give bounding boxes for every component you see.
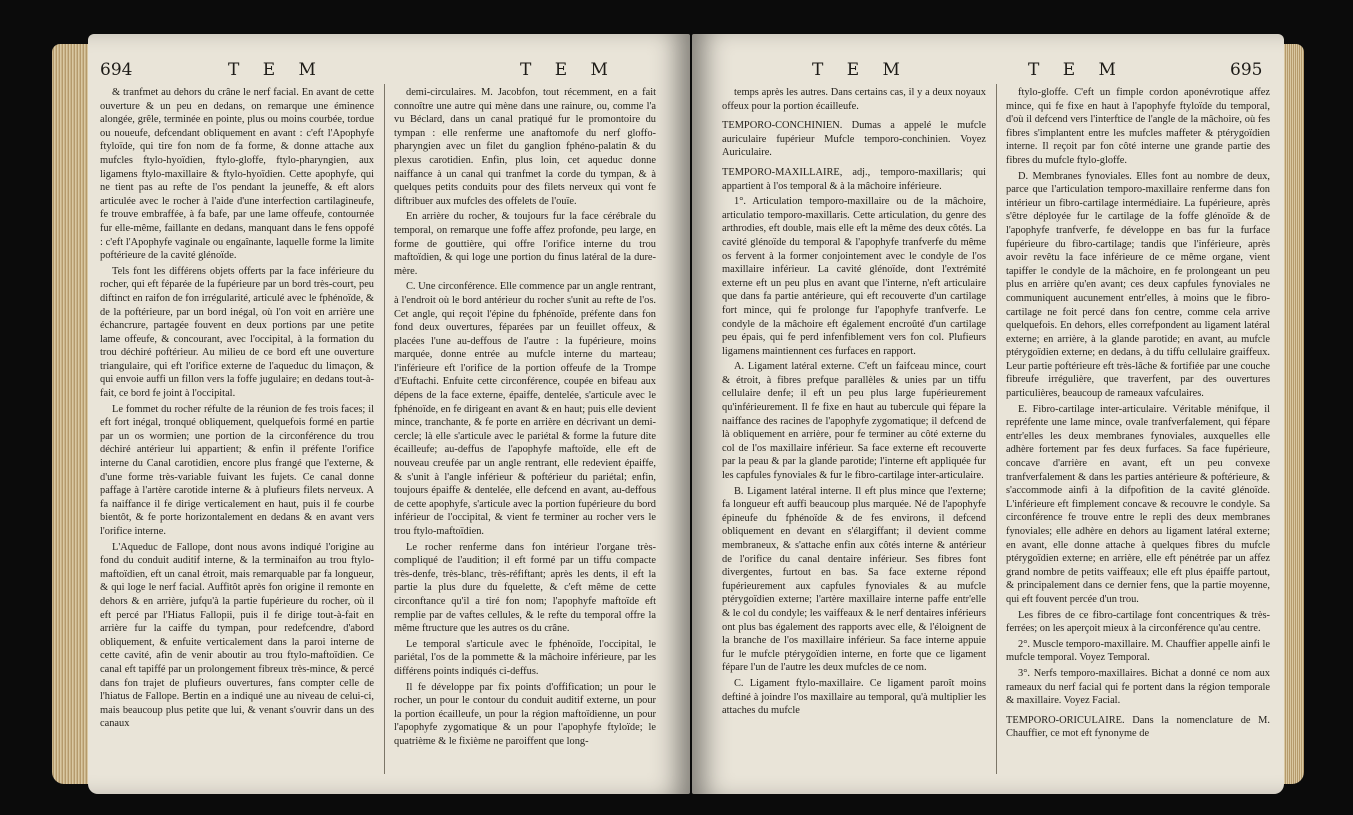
paragraph: En arrière du rocher, & toujours fur la face cérébrale du temporal, on remarque une foffe affez profonde, peu large, en forme de gouttière, qui offre l'orifice interne du trou maftoïdien, & qui loge une portion du finus latéral de la dure-mère. <box>394 211 656 277</box>
paragraph: Le temporal s'articule avec le fphénoïde, l'occipital, le pariétal, l'os de la pommette & la mâchoire inférieure, par les différens points indiqués ci-deffus. <box>394 638 656 677</box>
paragraph: 3°. Nerfs temporo-maxillaires. Bichat a donné ce nom aux rameaux du nerf facial qui fe portent dans la région temporale & maxillaire. Voyez Facial. <box>1006 667 1270 707</box>
paragraph: C. Une circonférence. Elle commence par un angle rentrant, à l'endroit où le bord antérieur du rocher s'unit au refte de l'os. Cet angle, qui reçoit l'épine du fphénoïde, préfente dans fon fond deux ouvertures, féparées par un feuillet offeux, & placées l'une au-deffous de l'autre : la fupérieure, moins marquée, donne entrée au mufcle interne du marteau; l'inférieure eft l'orifice de la portion offeufe de la Trompe d'Euftachi. Enfuite cette circonférence, coupée en bifeau aux dépens de la face externe, épaiffe, dentelée, s'articule avec le fphénoïde, en fe dirigeant en avant & en haut; puis elle devient mince, tranchante, & fe porte en arrière en décrivant un demi-cercle; là elle s'articule avec le pariétal & forme la future dite écailleufe; au-deffus de l'apophyfe maftoïde, elle eft de nouveau creufée par un angle rentrant, elle redevient épaiffe, & s'unit à l'angle inférieur & poftérieur du pariétal; enfin, toujours épaiffe & dentelée, elle defcend en avant, au-deffous de cette apophyfe, s'articule avec la portion fupérieure du bord inférieur de l'occipital, & vient fe terminer au rocher vers le trou ftylo-maftoïdien. <box>394 281 656 537</box>
paragraph: L'Aqueduc de Fallope, dont nous avons indiqué l'origine au fond du conduit auditif interne, & la terminaifon au trou ftylo-maftoïdien, eft un canal étroit, mais remarquable par fa longueur, & qui loge le nerf facial. Auffitôt après fon origine il remonte en dehors & en arrière, jufqu'à la partie fupérieure du rocher, où il eft percé par l'Hiatus Fallopii, puis il fe dirige tout-à-fait en arrière fur la caiffe du tympan, pour redefcendre, d'abord obliquement, & enfuite verticalement dans la paroi interne de cette cavité, afin de venir aboutir au trou ftylo-maftoïdien. Ce canal eft tapiffé par un prolongement fibreux très-mince, & percé dans fon trajet de plufieurs ouvertures, fans compter celle de l'hiatus de Fallope. Bertin en a indiqué une au niveau de celui-ci, mais beaucoup plus petite que lui, & venant s'ouvrir dans un des canaux <box>100 541 374 730</box>
paragraph: temps après les autres. Dans certains cas, il y a deux noyaux offeux pour la portion écailleufe. <box>722 87 986 112</box>
running-head-left-1: T E M <box>228 60 325 80</box>
entry-heading: TEMPORO-CONCHINIEN. Dumas a appelé le mufcle auriculaire fupérieur Mufcle temporo-conchinien. Voyez Auriculaire. <box>722 120 986 159</box>
running-head-left-2: T E M <box>520 60 617 80</box>
paragraph: C. Ligament ftylo-maxillaire. Ce ligament paroît moins deftiné à joindre l'os maxillaire au temporal, qu'à multiplier les attaches du mufcle <box>722 677 986 717</box>
paragraph: demi-circulaires. M. Jacobfon, tout récemment, en a fait connoître une autre qui mène dans une rainure, ou, comme l'a vu Béclard, dans un canal pratiqué fur le promontoire du tympan : elle renferme une anaftomofe du nerf gloffo-pharyngien avec un filet du ganglion fphéno-palatin & du plexus carotidien. Enfin, plus loin, cet aqueduc donne naiffance à un canal qui tranfmet la corde du tympan, & à quelques petits conduits pour des filets nerveux qui vont fe diftribuer aux mufcles des offelets de l'ouïe. <box>394 87 656 207</box>
book-page-edges-right <box>1282 44 1304 784</box>
paragraph: 1°. Articulation temporo-maxillaire ou de la mâchoire, articulatio temporo-maxillaris. Cette articulation, du genre des arthrodies, eft double, mais elle eft la même des deux côtés. La cavité glénoïde du temporal & l'apophyfe tranfverfe du même os fervent à la former conjointement avec le condyle de l'os maxillaire inférieur. La cavité glénoïde, dont l'extrémité externe eft un peu plus en avant que l'interne, n'eft articulaire que dans fa partie antérieure, qui eft recouverte d'un cartilage fort mince, qui fe prolonge fur l'apophyfe tranfverfe. Le condyle de la mâchoire eft également encroûté d'un cartilage peu épais, qui fe perd infenfiblement vers fon col. Plufieurs ligamens maintiennent ces furfaces en rapport. <box>722 196 986 357</box>
paragraph: Tels font les différens objets offerts par la face inférieure du rocher, qui eft féparée de la fupérieure par un bord très-court, peu diftinct en raifon de fon irrégularité, articulé avec le fphénoïde, & de la poftérieure, par un bord inégal, où l'on voit en arrière une échancrure, partagée fouvent en deux portions par une petite lame offeufe, & concourant, avec l'occipital, à la formation du trou déchiré poftérieur. Au milieu de ce bord eft une ouverture triangulaire, qui eft l'orifice externe de l'aqueduc du limaçon, & qui envoie auffi un fillon vers la foffe jugulaire; en dedans tout-à-fait, ce bord fe joint à l'occipital. <box>100 265 374 400</box>
left-page-column-2 <box>394 86 656 751</box>
paragraph: 2°. Muscle temporo-maxillaire. M. Chauffier appelle ainfi le mufcle temporal. Voyez Temporal. <box>1006 638 1270 664</box>
entry-heading: TEMPORO-ORICULAIRE. Dans la nomenclature de M. Chauffier, ce mot eft fynonyme de <box>1006 714 1270 740</box>
page-number-left: 694 <box>100 60 133 80</box>
right-page-column-2 <box>1006 86 1270 743</box>
left-page <box>88 34 690 794</box>
paragraph: Le rocher renferme dans fon intérieur l'organe très-compliqué de l'audition; il eft formé par un tiffu compacte très-denfe, très-blanc, très-réfiftant; après les dents, il eft la partie la plus dure du fquelette, & c'eft même de cette circonftance qu'il a tiré fon nom; l'apophyfe maftoïde eft remplie par de vaftes cellules, & le refte du temporal offre la même ftructure que les autres os du crâne. <box>394 541 656 635</box>
paragraph: E. Fibro-cartilage inter-articulaire. Véritable ménifque, il repréfente une lame mince, ovale tranfverfalement, qui fépare entr'elles les deux membranes fynoviales, auxquelles elle adhère fortement par fes deux furfaces. Sa face fupérieure, concave d'arrière en avant, eft un peu convexe tranfverfalement & dans les parties antérieure & poftérieure, & s'accommode ainfi à la difpofition de la cavité glénoïde. L'inférieure eft fimplement concave & recouvre le condyle. Sa circonférence fe trouve entre le repli des deux membranes fynoviales; elle adhère en dehors au ligament latéral externe; en avant, elle donne attache à quelques fibres du mufcle ptérygoïdien externe; en arrière, elle eft pénétrée par un affez grand nombre de petits vaiffeaux; elle eft plus épaiffe partout, & principalement dans ce dernier fens, que la partie moyenne, qui eft fouvent percée d'un trou. <box>1006 403 1270 605</box>
running-head-right-2: T E M <box>1028 60 1125 80</box>
right-page <box>692 34 1284 794</box>
paragraph: Le fommet du rocher réfulte de la réunion de fes trois faces; il eft fort inégal, tronqué obliquement, quelquefois formé en partie par un os wormien; une portion de la circonférence du trou déchiré antérieur lui appartient; & enfin il préfente l'orifice interne du Canal carotidien, encore plus frangé que l'externe, & d'une forme très-variable fuivant les fujets. Ce canal donne paffage à l'artère carotide interne & à plufieurs filets nerveux. A fa naiffance il fe dirige verticalement en haut, puis il fe courbe bientôt, & fe porte horizontalement en dedans & en avant vers l'orifice interne. <box>100 403 374 537</box>
paragraph: Il fe développe par fix points d'offification; un pour le rocher, un pour le contour du conduit auditif externe, un pour la portion écailleufe, un pour la région maftoïdienne, un pour l'apophyfe zygomatique & un pour l'apophyfe ftyloïde; le quatrième & le fixième ne paroiffent que long- <box>394 681 656 747</box>
running-head-right-1: T E M <box>812 60 909 80</box>
paragraph: B. Ligament latéral interne. Il eft plus mince que l'externe; fa longueur eft auffi beaucoup plus marquée. Né de l'apophyfe épineufe du fphénoïde & de fes environs, il defcend obliquement en devant en s'élargiffant; il devient comme membraneux, & s'attache enfin aux côtés interne & antérieur de l'orifice du canal dentaire inférieur. Ses fibres font divergentes, furtout en bas. Sa face externe répond fupérieurement aux capfules fynoviales & au mufcle ptérygoïdien externe; l'artère maxillaire interne paffe entr'elle & le col du condyle; les vaiffeaux & le nerf dentaires inférieurs ont plus bas également des rapports avec elle, & l'éloignent de la branche de l'os maxillaire inférieur. Sa face interne appuie fur le mufcle ptérygoïdien interne, en forte que ce ligament fépare l'un de l'autre les deux mufcles de ce nom. <box>722 485 986 674</box>
paragraph: ftylo-gloffe. C'eft un fimple cordon aponévrotique affez mince, qui fe fixe en haut à l'apophyfe ftyloïde du temporal, d'où il defcend vers l'interftice de l'angle de la mâchoire, où fes fibres s'implantent entre les mufcles maffeter & ptérygoïdien interne. Il reçoit par fon côté interne une grande partie des fibres du mufcle ftylo-gloffe. <box>1006 87 1270 166</box>
right-page-column-1 <box>722 86 986 720</box>
paragraph: Les fibres de ce fibro-cartilage font concentriques & très-ferrées; on les aperçoit mieux à la circonférence qu'au centre. <box>1006 609 1270 635</box>
column-rule <box>384 84 385 774</box>
page-number-right: 695 <box>1230 60 1263 80</box>
paragraph: A. Ligament latéral externe. C'eft un faifceau mince, court & étroit, à fibres prefque parallèles & unies par un tiffu cellulaire denfe; il eft un peu plus large fupérieurement qu'inférieurement. Il fe fixe en haut au tubercule qui fépare la naiffance des racines de l'apophyfe zygomatique; il defcend de là obliquement en arrière, pour fe terminer au côté externe du col de l'os maxillaire inférieur. Sa face externe eft recouverte par la peau & par la glande parotide; l'interne eft appliquée fur les capfules fynoviales & fur le fibro-cartilage inter-articulaire. <box>722 361 986 482</box>
paragraph: D. Membranes fynoviales. Elles font au nombre de deux, parce que l'articulation temporo-maxillaire renferme dans fon intérieur un fibro-cartilage intermédiaire. La fupérieure, après s'être déployée fur le cartilage de la foffe glénoïde & de l'apophyfe tranfverfe, fe développe en bas fur la furface fupérieure du fibro-cartilage; tandis que l'inférieure, après avoir revêtu la face inférieure de ce même organe, vient tapiffer le condyle de la mâchoire, en fe prolongeant un peu plus en arrière qu'en avant; ces deux capfules fynoviales ne communiquent aucunement entr'elles, à moins que le fibro-cartilage ne foit percé dans fon centre, comme cela arrive quelquefois. En dehors, elles correfpondent au ligament latéral externe; en arrière, à la glande parotide; en avant, au mufcle ptérygoïdien externe; en dedans, à du tiffu cellulaire graiffeux. Leur partie poftérieure eft très-lâche & fortifiée par une couche fibreufe irrégulière, que traverfent, par des ouvertures particulières, beaucoup de rameaux vafculaires. <box>1006 170 1270 400</box>
entry-heading: TEMPORO-MAXILLAIRE, adj., temporo-maxillaris; qui appartient à l'os temporal & à la mâchoire inférieure. <box>722 166 986 192</box>
paragraph: & tranfmet au dehors du crâne le nerf facial. En avant de cette ouverture & un peu en dedans, on remarque une éminence alongée, grêle, terminée en pointe, plus ou moins courbée, tordue ou noueufe, defcendant obliquement en avant : c'eft l'Apophyfe ftyloïde, qui tire fon nom de fa forme, & donne attache aux mufcles ftylo-hyoïdien, ftylo-gloffe, ftylo-pharyngien, aux ligamens ftylo-maxillaire & ftylo-hyoïdien. Cette apophyfe, qui ne tient pas au refte de l'os pendant la jeuneffe, & eft alors articulée avec le rocher à l'aide d'une interfection cartilagineufe, fe trouve embraffée, à fa bafe, par une lame offeufe, contournée fur elle-même, faillante en dedans, manquant dans le fens oppofé : c'eft l'Apophyfe vaginale ou engaînante, laquelle forme la limite poftérieure de la cavité glénoïde. <box>100 87 374 262</box>
column-rule <box>996 84 997 774</box>
left-page-column-1 <box>100 86 374 733</box>
